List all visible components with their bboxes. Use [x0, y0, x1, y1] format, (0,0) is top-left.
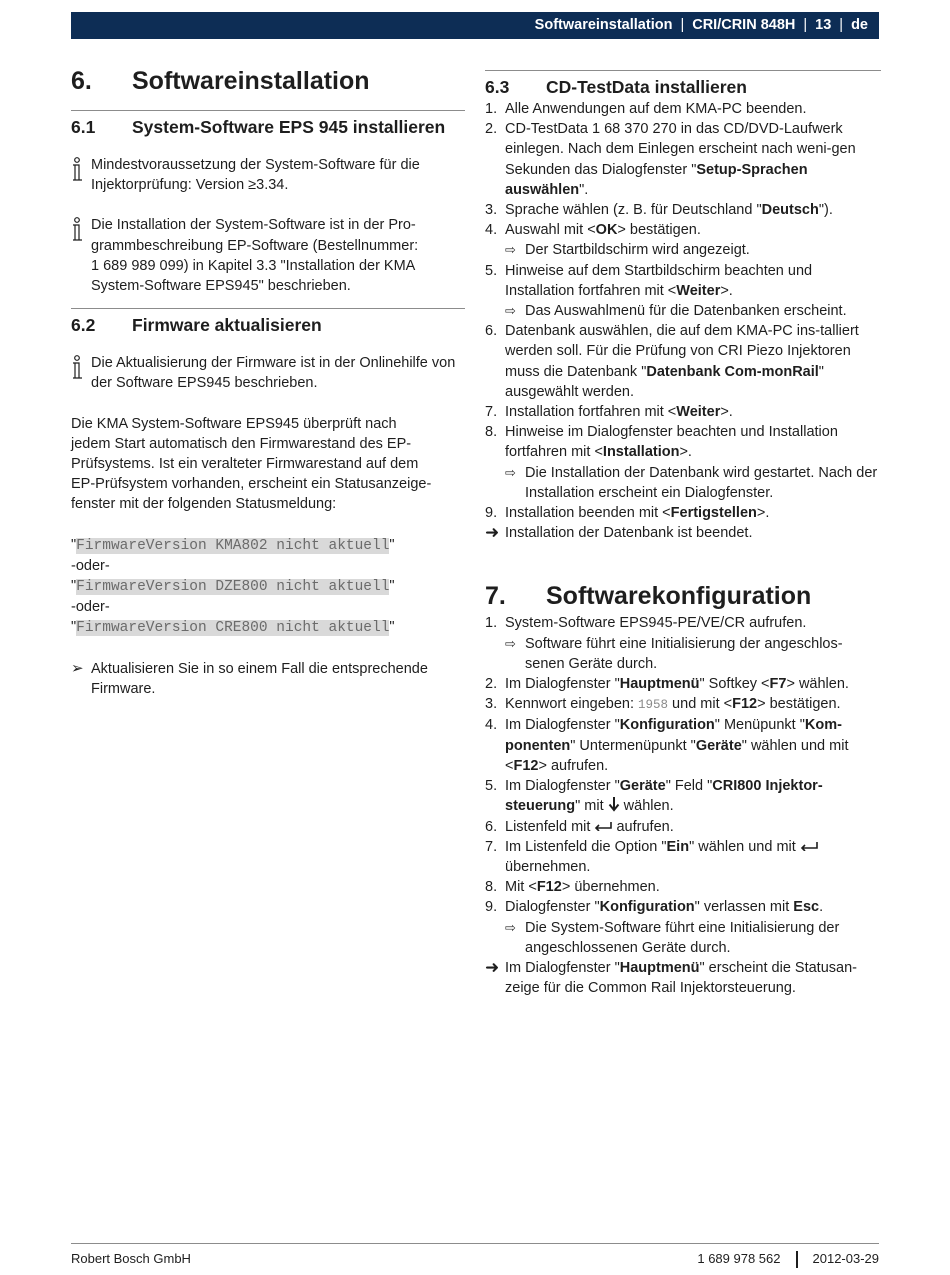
password-code: 1958: [638, 698, 669, 713]
note-line: 1 689 989 099) in Kapitel 3.3 "Installation der KMA: [91, 257, 416, 274]
final-result-arrow-icon: ➜: [485, 523, 500, 543]
header-device: CRI/CRIN 848H: [692, 17, 796, 34]
footer-meta: [697, 1249, 879, 1269]
chapter-number: 7.: [485, 582, 506, 611]
status-messages: [71, 535, 465, 639]
result-text: Die System-Software führt eine Initialisierung der angeschlossenen Geräte durch.: [525, 919, 840, 956]
header-separator: |: [680, 17, 685, 34]
info-icon: [71, 353, 91, 393]
result-arrow-icon: ⇨: [505, 635, 516, 651]
step-text: Auswahl mit <OK> bestätigen.: [505, 222, 701, 239]
step-item: 8. Hinweise im Dialogfenster beachten und Installation fortfahren mit <Installation>.: [485, 422, 881, 462]
info-icon: [71, 215, 91, 296]
header-separator: |: [839, 17, 844, 34]
right-column: [485, 70, 881, 998]
final-result-text: Im Dialogfenster "Hauptmenü" erscheint die Statusan-zeige für die Common Rail Injektorsteuerung.: [505, 959, 857, 997]
section-number: 6.2: [71, 315, 96, 336]
result-text: Software führt eine Initialisierung der angeschlos-senen Geräte durch.: [525, 635, 843, 672]
step-text: Im Dialogfenster "Hauptmenü" Softkey <F7> wählen.: [505, 676, 849, 693]
page-header: [71, 12, 879, 39]
step-item: 2. CD-TestData 1 68 370 270 in das CD/DVD-Laufwerk einlegen. Nach dem Einlegen erscheint nach weni-gen Sekunden das Dialogfenster "Setup-Sprachen auswählen".: [485, 119, 881, 200]
step-text: Installation beenden mit <Fertigstellen>.: [505, 505, 770, 522]
final-result-text: Installation der Datenbank ist beendet.: [505, 525, 753, 542]
footer-document-number: 1 689 978 562: [697, 1251, 781, 1266]
footer-divider: [71, 1243, 879, 1244]
header-page-number: 13: [815, 17, 832, 34]
step-text: System-Software EPS945-PE/VE/CR aufrufen.: [505, 615, 807, 632]
note-minimum-version: [71, 155, 465, 195]
chapter-number: 6.: [71, 67, 92, 95]
header-section: Softwareinstallation: [534, 17, 673, 34]
step-item: 6. Listenfeld mit aufrufen.: [485, 817, 881, 837]
final-result: [485, 523, 881, 543]
step-item: 7. Im Listenfeld die Option "Ein" wählen und mit übernehmen.: [485, 837, 881, 877]
step-result: [505, 301, 881, 321]
footer-separator: [796, 1251, 798, 1268]
cd-install-steps: [485, 99, 881, 543]
paragraph-line: EP-Prüfsystem vorhanden, erscheint ein Statusanzeige-: [71, 476, 432, 493]
result-arrow-icon: ⇨: [505, 464, 516, 480]
paragraph-line: Prüfsystems. Ist ein veralteter Firmwarestand auf dem: [71, 456, 419, 473]
firmware-paragraph: [71, 414, 465, 515]
status-message: "FirmwareVersion DZE800 nicht aktuell": [71, 578, 395, 596]
section-6-1-title: [71, 110, 465, 139]
chapter-title-text: Softwareinstallation: [132, 67, 370, 95]
step-item: 5. Hinweise auf dem Startbildschirm beachten und Installation fortfahren mit <Weiter>.: [485, 261, 881, 301]
step-result: [505, 918, 881, 958]
step-item: 3. Kennwort eingeben: 1958 und mit <F12> bestätigen.: [485, 694, 881, 715]
step-item: 9. Installation beenden mit <Fertigstellen>.: [485, 503, 881, 523]
step-item: 3. Sprache wählen (z. B. für Deutschland "Deutsch").: [485, 200, 881, 220]
section-title-text: System-Software EPS 945 installieren: [132, 117, 446, 137]
step-text: Datenbank auswählen, die auf dem KMA-PC ins-talliert werden soll. Für die Prüfung von CRI Piezo Injektoren muss die Datenbank "Datenbank Com-monRail" ausgewählt werden.: [505, 323, 859, 400]
info-icon: [71, 155, 91, 195]
action-arrowhead-icon: ➢: [71, 659, 84, 677]
result-arrow-icon: ⇨: [505, 242, 516, 258]
step-item: 4. Auswahl mit <OK> bestätigen.: [485, 220, 881, 240]
result-text: Das Auswahlmenü für die Datenbanken erscheint.: [525, 303, 847, 320]
step-item: 5. Im Dialogfenster "Geräte" Feld "CRI800 Injektor-steuerung" mit wählen.: [485, 776, 881, 816]
or-separator: -oder-: [71, 557, 110, 574]
step-item: 6. Datenbank auswählen, die auf dem KMA-PC ins-talliert werden soll. Für die Prüfung von CRI Piezo Injektoren muss die Datenbank "Datenbank Com-monRail" ausgewählt werden.: [485, 321, 881, 402]
note-text: Mindestvoraussetzung der System-Software für die Injektorprüfung: Version ≥3.34.: [91, 157, 420, 194]
step-item: 9. Dialogfenster "Konfiguration" verlassen mit Esc.: [485, 897, 881, 917]
step-text: Installation fortfahren mit <Weiter>.: [505, 404, 733, 421]
enter-key-icon: [800, 841, 818, 851]
result-text: Die Installation der Datenbank wird gestartet. Nach der Installation erscheint ein Dialogfenster.: [525, 464, 878, 501]
config-steps: [485, 613, 881, 998]
step-item: 1. Alle Anwendungen auf dem KMA-PC beenden.: [485, 99, 881, 119]
step-text: Mit <F12> übernehmen.: [505, 879, 660, 896]
section-6-2-title: [71, 308, 465, 337]
step-item: 7. Installation fortfahren mit <Weiter>.: [485, 402, 881, 422]
status-message-code: FirmwareVersion CRE800 nicht aktuell: [76, 620, 390, 637]
final-result-arrow-icon: ➜: [485, 957, 500, 977]
action-instruction: [71, 659, 465, 699]
status-message-code: FirmwareVersion KMA802 nicht aktuell: [76, 537, 390, 554]
note-text: Die Aktualisierung der Firmware ist in der Onlinehilfe von der Software EPS945 beschrieben.: [91, 355, 456, 392]
status-message-code: FirmwareVersion DZE800 nicht aktuell: [76, 579, 390, 596]
section-number: 6.1: [71, 117, 96, 137]
section-title-text: Firmware aktualisieren: [132, 315, 322, 336]
enter-key-icon: [594, 821, 612, 831]
action-text: Aktualisieren Sie in so einem Fall die entsprechende Firmware.: [91, 660, 428, 697]
section-title-text: CD-TestData installieren: [546, 77, 747, 97]
or-separator: -oder-: [71, 599, 110, 616]
section-6-3-title: [485, 70, 881, 99]
note-firmware-help: [71, 353, 465, 393]
step-result: [505, 240, 881, 260]
chapter-7-title: [485, 579, 881, 613]
note-text: [91, 215, 418, 296]
step-text: Listenfeld mit aufrufen.: [505, 818, 674, 835]
note-installation-reference: [71, 215, 465, 296]
step-text: Im Dialogfenster "Geräte" Feld "CRI800 Injektor-steuerung" mit wählen.: [505, 778, 823, 815]
result-arrow-icon: ⇨: [505, 919, 516, 935]
step-item: 1. System-Software EPS945-PE/VE/CR aufrufen.: [485, 613, 881, 633]
final-result: [485, 958, 881, 998]
status-message: "FirmwareVersion KMA802 nicht aktuell": [71, 536, 395, 554]
step-text: Kennwort eingeben: 1958 und mit <F12> bestätigen.: [505, 696, 841, 713]
footer-date: 2012-03-29: [812, 1251, 879, 1266]
left-column: [71, 64, 465, 699]
chapter-title-text: Softwarekonfiguration: [546, 582, 812, 611]
header-separator: |: [803, 17, 808, 34]
note-line: grammbeschreibung EP-Software (Bestellnummer:: [91, 237, 419, 254]
step-text: Im Listenfeld die Option "Ein" wählen und mit übernehmen.: [505, 837, 881, 877]
step-text: Hinweise im Dialogfenster beachten und Installation fortfahren mit <Installation>.: [505, 424, 838, 461]
paragraph-line: Die KMA System-Software EPS945 überprüft nach: [71, 415, 397, 432]
step-text: Alle Anwendungen auf dem KMA-PC beenden.: [505, 101, 807, 117]
step-result: [505, 463, 881, 503]
footer-company: Robert Bosch GmbH: [71, 1251, 191, 1266]
step-item: 4. Im Dialogfenster "Konfiguration" Menüpunkt "Kom-ponenten" Untermenüpunkt "Geräte" wählen und mit <F12> aufrufen.: [485, 715, 881, 776]
step-text: Hinweise auf dem Startbildschirm beachten und Installation fortfahren mit <Weiter>.: [505, 262, 813, 299]
header-language: de: [851, 17, 868, 34]
chapter-6-title: [71, 64, 465, 98]
step-result: [505, 634, 881, 674]
note-line: System-Software EPS945" beschrieben.: [91, 278, 351, 295]
result-arrow-icon: ⇨: [505, 303, 516, 319]
status-message: "FirmwareVersion CRE800 nicht aktuell": [71, 619, 395, 637]
step-text: Im Dialogfenster "Konfiguration" Menüpunkt "Kom-ponenten" Untermenüpunkt "Geräte" wählen und mit <F12> aufrufen.: [505, 717, 849, 774]
step-item: 8. Mit <F12> übernehmen.: [485, 877, 881, 897]
section-number: 6.3: [485, 77, 510, 97]
result-text: Der Startbildschirm wird angezeigt.: [525, 242, 750, 259]
step-item: 2. Im Dialogfenster "Hauptmenü" Softkey <F7> wählen.: [485, 674, 881, 694]
step-text: Dialogfenster "Konfiguration" verlassen mit Esc.: [505, 899, 824, 916]
step-text: CD-TestData 1 68 370 270 in das CD/DVD-Laufwerk einlegen. Nach dem Einlegen erscheint nach weni-gen Sekunden das Dialogfenster "Setup-Sprachen auswählen".: [505, 121, 856, 198]
arrow-down-icon: [608, 796, 620, 812]
step-text: Sprache wählen (z. B. für Deutschland "Deutsch").: [505, 202, 833, 219]
note-line: Die Installation der System-Software ist in der Pro-: [91, 217, 416, 234]
paragraph-line: fenster mit der folgenden Statusmeldung:: [71, 496, 337, 513]
paragraph-line: jedem Start automatisch den Firmwarestand des EP-: [71, 435, 412, 452]
